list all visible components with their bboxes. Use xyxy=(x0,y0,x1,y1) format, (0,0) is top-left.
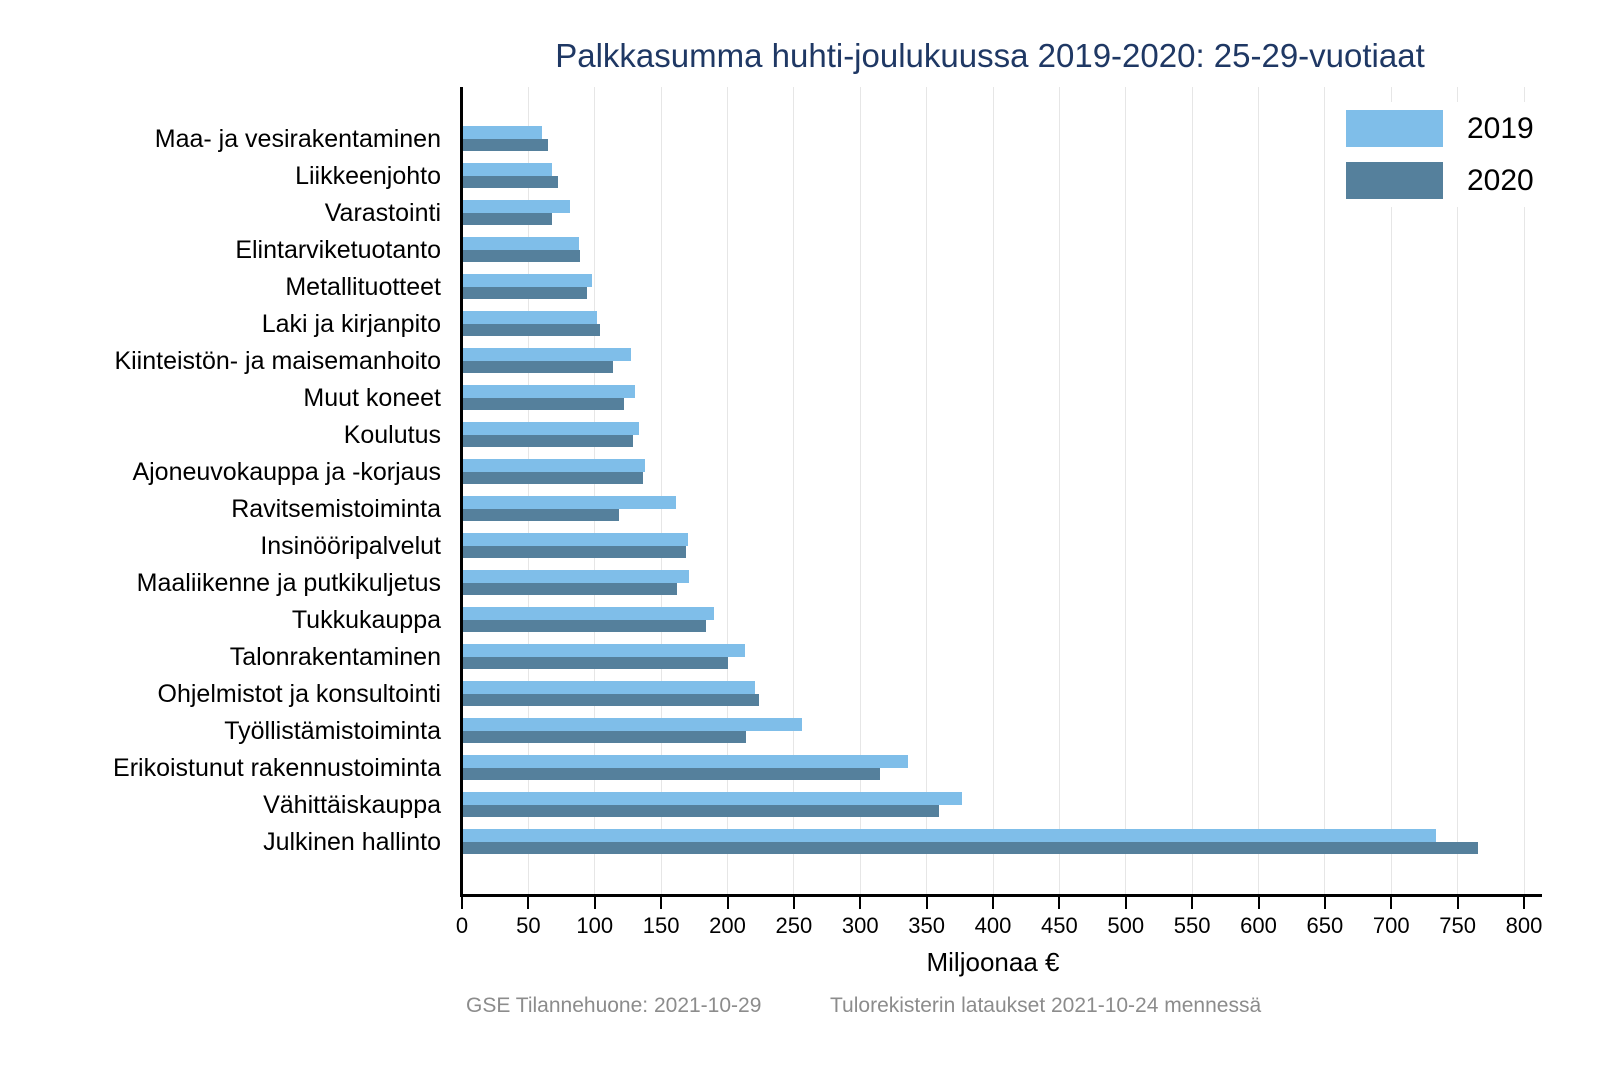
bar-2019 xyxy=(462,496,676,509)
gridline-400 xyxy=(993,87,994,895)
plot-area xyxy=(462,87,1542,895)
x-tick-label-800: 800 xyxy=(1505,913,1543,938)
x-tick-label-500: 500 xyxy=(1107,913,1145,938)
legend-item-2019 xyxy=(1346,110,1534,147)
bar-2019 xyxy=(462,311,597,324)
category-label: Ravitsemistoiminta xyxy=(231,494,441,523)
x-tick-label-200: 200 xyxy=(709,913,746,938)
bar-2020 xyxy=(462,398,624,411)
x-axis-label: Miljoonaa € xyxy=(926,947,1060,977)
category-label: Talonrakentaminen xyxy=(229,642,441,671)
bar-2019 xyxy=(462,126,542,139)
category-label: Muut koneet xyxy=(303,383,441,412)
bar-2020 xyxy=(462,768,880,781)
x-tick-label-150: 150 xyxy=(642,913,680,938)
x-tick-800 xyxy=(1523,897,1525,909)
category-label: Ohjelmistot ja konsultointi xyxy=(157,679,441,708)
bar-2020 xyxy=(462,250,580,263)
bar-2019 xyxy=(462,755,908,768)
gridline-350 xyxy=(926,87,927,895)
x-tick-50 xyxy=(527,897,529,909)
footer-update-text: Tulorekisterin lataukset 2021-10-24 mennessä xyxy=(830,994,1262,1017)
x-tick-label-450: 450 xyxy=(1041,913,1078,938)
category-label: Elintarviketuotanto xyxy=(235,235,441,264)
bar-2019 xyxy=(462,237,579,250)
bar-2020 xyxy=(462,213,552,226)
bar-2020 xyxy=(462,657,728,670)
bar-2019 xyxy=(462,570,689,583)
legend-swatch-2020 xyxy=(1346,162,1443,199)
bar-2019 xyxy=(462,644,745,657)
category-label: Laki ja kirjanpito xyxy=(261,309,441,338)
category-label: Tukkukauppa xyxy=(291,605,441,634)
x-tick-750 xyxy=(1457,897,1459,909)
x-tick-label-50: 50 xyxy=(516,913,541,938)
x-tick-250 xyxy=(793,897,795,909)
legend-label-2020: 2020 xyxy=(1467,164,1534,197)
x-tick-label-750: 750 xyxy=(1439,913,1476,938)
x-tick-label-250: 250 xyxy=(775,913,813,938)
gridline-450 xyxy=(1059,87,1060,895)
category-label: Työllistämistoiminta xyxy=(224,716,441,745)
x-tick-700 xyxy=(1390,897,1392,909)
x-tick-label-0: 0 xyxy=(455,913,469,938)
bar-2019 xyxy=(462,718,802,731)
bar-2020 xyxy=(462,435,633,448)
x-tick-label-700: 700 xyxy=(1372,913,1410,938)
category-label: Koulutus xyxy=(343,420,441,449)
category-label: Varastointi xyxy=(324,198,441,227)
bar-2019 xyxy=(462,348,631,361)
category-label: Liikkeenjohto xyxy=(295,161,441,190)
bar-2020 xyxy=(462,139,548,152)
x-tick-0 xyxy=(461,897,463,909)
category-label: Maa- ja vesirakentaminen xyxy=(154,124,441,153)
bar-2020 xyxy=(462,546,686,559)
bar-2020 xyxy=(462,472,643,485)
bar-2019 xyxy=(462,792,962,805)
category-label: Vähittäiskauppa xyxy=(263,790,441,819)
x-tick-500 xyxy=(1125,897,1127,909)
y-axis-category-labels xyxy=(0,87,446,895)
footer-source-text: GSE Tilannehuone: 2021-10-29 xyxy=(466,994,762,1017)
category-label: Julkinen hallinto xyxy=(263,827,441,856)
bar-2019 xyxy=(462,163,552,176)
bar-2019 xyxy=(462,533,688,546)
gridline-600 xyxy=(1258,87,1259,895)
x-tick-150 xyxy=(660,897,662,909)
x-tick-label-350: 350 xyxy=(908,913,945,938)
bar-2020 xyxy=(462,731,746,744)
x-tick-label-550: 550 xyxy=(1173,913,1211,938)
category-label: Ajoneuvokauppa ja -korjaus xyxy=(132,457,441,486)
gridline-550 xyxy=(1192,87,1193,895)
gridline-500 xyxy=(1125,87,1126,895)
x-tick-label-100: 100 xyxy=(576,913,614,938)
x-tick-350 xyxy=(926,897,928,909)
bar-2019 xyxy=(462,422,639,435)
bar-2020 xyxy=(462,324,600,337)
bar-2020 xyxy=(462,583,677,596)
bar-2019 xyxy=(462,385,635,398)
legend-item-2020 xyxy=(1346,162,1534,199)
bar-2019 xyxy=(462,200,570,213)
category-label: Maaliikenne ja putkikuljetus xyxy=(136,568,441,597)
bar-2020 xyxy=(462,620,706,633)
x-tick-label-650: 650 xyxy=(1306,913,1344,938)
x-axis-line xyxy=(460,894,1542,897)
category-label: Erikoistunut rakennustoiminta xyxy=(113,753,441,782)
x-tick-400 xyxy=(992,897,994,909)
bar-2019 xyxy=(462,829,1436,842)
gridline-650 xyxy=(1324,87,1325,895)
bar-2020 xyxy=(462,509,619,522)
gridline-800 xyxy=(1524,87,1525,895)
x-tick-100 xyxy=(594,897,596,909)
x-tick-300 xyxy=(859,897,861,909)
x-tick-550 xyxy=(1191,897,1193,909)
gridline-750 xyxy=(1457,87,1458,895)
x-tick-label-300: 300 xyxy=(841,913,879,938)
category-label: Metallituotteet xyxy=(285,272,441,301)
bar-2020 xyxy=(462,287,587,300)
x-tick-label-400: 400 xyxy=(974,913,1012,938)
legend-swatch-2019 xyxy=(1346,110,1443,147)
bar-2020 xyxy=(462,694,759,707)
bar-2019 xyxy=(462,681,755,694)
legend xyxy=(1338,102,1544,207)
bar-2020 xyxy=(462,842,1478,855)
x-tick-450 xyxy=(1058,897,1060,909)
gridline-700 xyxy=(1391,87,1392,895)
category-label: Insinööripalvelut xyxy=(260,531,441,560)
bar-2019 xyxy=(462,459,645,472)
bar-2020 xyxy=(462,361,613,374)
x-tick-label-600: 600 xyxy=(1240,913,1277,938)
x-tick-600 xyxy=(1258,897,1260,909)
chart-title: Palkkasumma huhti-joulukuussa 2019-2020: 25-29-vuotiaat xyxy=(555,37,1425,74)
x-tick-200 xyxy=(727,897,729,909)
category-label: Kiinteistön- ja maisemanhoito xyxy=(114,346,441,375)
bar-2019 xyxy=(462,607,714,620)
bar-2020 xyxy=(462,805,939,818)
bar-2019 xyxy=(462,274,592,287)
y-axis-spine xyxy=(460,87,463,897)
bar-2020 xyxy=(462,176,558,189)
legend-label-2019: 2019 xyxy=(1467,112,1534,145)
x-tick-650 xyxy=(1324,897,1326,909)
